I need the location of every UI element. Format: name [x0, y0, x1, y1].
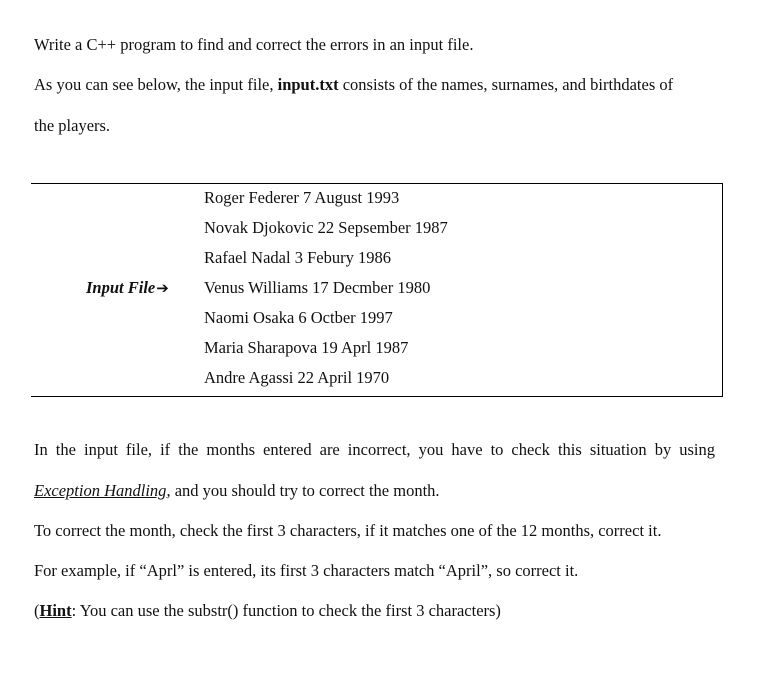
intro-text-2-post: consists of the names, surnames, and birthdates of	[338, 75, 674, 94]
intro-text-1: Write a C++ program to find and correct the errors in an input file.	[34, 35, 474, 54]
body-text-1: In the input file, if the months entered are incorrect, you have to check this situation by using	[34, 440, 715, 459]
body-line-4	[34, 561, 578, 581]
input-filename: input.txt	[277, 75, 339, 94]
hint-label: Hint	[39, 601, 72, 620]
body-line-1	[34, 440, 715, 460]
body-text-4: For example, if “Aprl” is entered, its first 3 characters match “April”, so correct it.	[34, 561, 579, 580]
hint-line	[34, 601, 501, 621]
body-text-3: To correct the month, check the first 3 characters, if it matches one of the 12 months, correct it.	[34, 521, 662, 540]
intro-text-2-pre: As you can see below, the input file,	[34, 75, 278, 94]
file-entry-7: Andre Agassi 22 April 1970	[204, 368, 390, 387]
file-entry-1: Roger Federer 7 August 1993	[204, 188, 400, 207]
intro-text-3: the players.	[34, 116, 111, 135]
body-text-2: , and you should try to correct the month.	[166, 481, 440, 500]
right-arrow-icon: ➔	[156, 279, 169, 297]
exception-handling-link: Exception Handling	[34, 481, 167, 500]
intro-line-3	[34, 116, 110, 136]
input-file-table	[31, 183, 723, 397]
file-entry-4: Venus Williams 17 Decmber 1980	[204, 278, 431, 297]
file-entry-5: Naomi Osaka 6 Octber 1997	[204, 308, 393, 327]
input-file-label-text: Input File	[86, 278, 156, 297]
intro-line-1	[34, 35, 473, 55]
hint-open-paren: (	[34, 601, 40, 620]
file-entry-6: Maria Sharapova 19 Aprl 1987	[204, 338, 409, 357]
file-entry-3: Rafael Nadal 3 Febury 1986	[204, 248, 391, 267]
intro-line-2	[34, 75, 673, 95]
input-file-label	[86, 278, 169, 298]
file-entry-2: Novak Djokovic 22 Sepsember 1987	[204, 218, 448, 237]
body-line-2	[34, 481, 440, 501]
hint-text: : You can use the substr() function to check the first 3 characters)	[71, 601, 501, 620]
body-line-3	[34, 521, 661, 541]
